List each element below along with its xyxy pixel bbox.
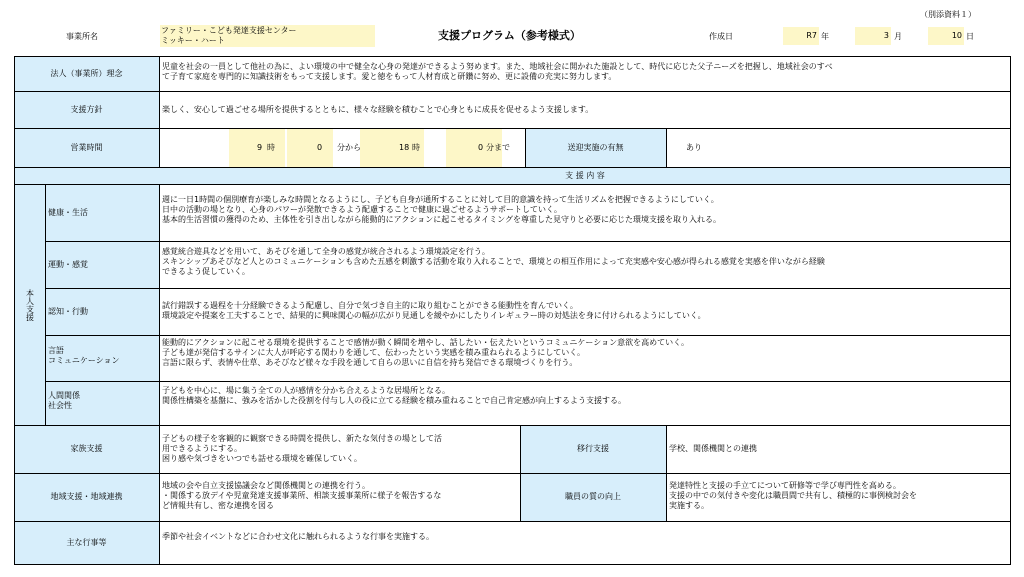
personal-support-label-wrap: [14, 184, 45, 425]
item-label-health: 健康・生活: [48, 207, 88, 217]
policy-text: 楽しく、安心して過ごせる場所を提供するとともに、様々な経験を積むことで心身ともに成長を促せるよう支援します。: [162, 104, 594, 114]
health-line: 基本的生活習慣の獲得のため、主体性を引き出しながら能動的にアクションに起こせるタイミングを尊重した見守りと必要に応じた環境支援を取り入れる。: [162, 215, 721, 224]
item-label-motor: 運動・感覚: [48, 259, 88, 269]
staff-line: 実施する。: [669, 501, 709, 510]
motor-line: 感覚統合遊具などを用いて、あそびを通して全身の感覚が統合されるよう環境設定を行う。: [162, 247, 490, 256]
start-min-value: 0: [317, 143, 323, 152]
events-text: 季節や社会イベントなどに合わせ文化に触れられるような行事を実施する。: [162, 532, 434, 541]
facility-name-field[interactable]: [160, 25, 375, 47]
philosophy-text: [162, 62, 833, 82]
until-label: 分まで: [486, 143, 510, 152]
policy-label: 支援方針: [70, 104, 103, 114]
attachment-label: （別添資料１）: [920, 10, 976, 19]
staff-line: 発達特性と支援の手立てについて研修等で学び専門性を高める。: [669, 481, 901, 490]
health-line: 日中の活動の場となり、心身のパワーが発散できるよう配慮することで健康に過ごせるようサポートしていく。: [162, 205, 562, 214]
staff-line: 支援の中での気付きや変化は職員間で共有し、積極的に事例検討会を: [669, 491, 917, 500]
support-program-table: [14, 56, 1011, 565]
language-label-line1: 言語: [48, 346, 64, 355]
family-support-label: 家族支援: [70, 444, 103, 453]
community-support-text: [162, 481, 441, 511]
facility-label: 事業所名: [66, 32, 98, 41]
motor-line: できるよう促していく。: [162, 267, 250, 276]
month-unit: 月: [894, 32, 902, 41]
language-label-line2: コミュニケーション: [48, 356, 120, 365]
start-hour-value: 9: [257, 143, 263, 152]
item-text-social: [162, 386, 626, 406]
community-support-label: 地域支援・地域連携: [50, 492, 123, 501]
item-text-cognition: [162, 301, 706, 321]
year-field[interactable]: R7: [783, 27, 819, 45]
transport-label: 送迎実施の有無: [567, 142, 624, 152]
facility-name-line2: ミッキー・ハート: [161, 36, 225, 45]
item-label-language: [48, 346, 120, 366]
social-label-line2: 社会性: [48, 401, 72, 410]
transition-support-label: 移行支援: [577, 444, 609, 453]
philosophy-line: て子育て家庭を専門的に知識技術をもって支援します。愛と徳をもって人材育成と研鑽に努め、更に設備の充実に努力します。: [162, 72, 617, 81]
staff-quality-label: 職員の質の向上: [565, 492, 621, 501]
start-min-field[interactable]: [287, 128, 333, 167]
content-header: 支 援 内 容: [565, 170, 605, 180]
cognition-line: 環境設定や提案を工夫することで、結果的に興味関心の幅が広がり見通しを緩やかにしたりイレギュラー時の対処法を身に付けられるようにしていく。: [162, 311, 706, 320]
start-hour-unit: 時: [267, 143, 275, 152]
philosophy-label: 法人（事業所）理念: [50, 68, 123, 78]
end-min-value: 0: [478, 143, 484, 152]
item-label-cognition: 認知・行動: [48, 306, 88, 316]
staff-quality-text: [669, 481, 917, 511]
language-line: 言語に限らず、表情や仕草、あそびなど様々な手段を通して自らの思いに自信を持ち発信できる環境づくりを行う。: [162, 358, 578, 367]
cognition-line: 試行錯誤する過程を十分経験できるよう配慮し、自分で気づき自主的に取り組むことができる能動性を育んでいく。: [162, 301, 578, 310]
day-field[interactable]: 10: [928, 27, 964, 45]
health-line: 週に一日1時間の個別療育が楽しみな時間となるようにし、子ども自身が通所することに対して目的意識を持って生活リズムを把握できるようにしていく。: [162, 195, 719, 204]
community-line: ど情報共有し、密な連携を図る: [162, 501, 274, 510]
item-text-motor: [162, 247, 825, 277]
community-line: ・関係する放デイや児童発達支援事業所、相談支援事業所に様子を報告するな: [162, 491, 442, 500]
events-label: 主な行事等: [66, 537, 107, 547]
hours-label: 営業時間: [70, 142, 103, 152]
created-date-label: 作成日: [709, 32, 733, 41]
philosophy-line: 児童を社会の一員として他社の為に、よい環境の中で健全な心身の発達ができるよう努めます。また、地域社会に開かれた施設として、時代に応じた父子ニーズを把握し、地域社会のすべ: [162, 62, 833, 71]
year-unit: 年: [821, 32, 829, 41]
family-line: 困り感や気づきをいつでも話せる環境を確保していく。: [162, 454, 362, 463]
item-label-social: [48, 391, 80, 411]
social-line: 関係性構築を基盤に、強みを活かした役割を付与し人の役に立てる経験を積み重ねることで自己肯定感が向上するよう支援する。: [162, 396, 626, 405]
end-hour-unit: 時: [412, 143, 420, 152]
family-line: 用できるようにする。: [162, 444, 242, 453]
day-unit: 日: [966, 32, 974, 41]
month-field[interactable]: 3: [855, 27, 891, 45]
document-title: 支援プログラム（参考様式）: [438, 29, 581, 42]
family-line: 子どもの様子を客観的に観察できる時間を提供し、新たな気付きの場として活: [162, 434, 442, 443]
language-line: 能動的にアクションに起こせる環境を提供することで感情が動く瞬間を増やし、話したい・伝えたいというコミュニケーション意欲を高めていく。: [162, 338, 689, 347]
personal-support-label: 本人支援: [25, 288, 35, 321]
family-support-text: [162, 434, 442, 464]
from-label: 分から: [337, 143, 361, 152]
social-label-line1: 人間関係: [48, 391, 80, 400]
facility-name-line1: ファミリー・こども発達支援センター: [161, 26, 297, 35]
language-line: 子ども達が発信するサインに大人が呼応する関わりを通して、伝わったという実感を積み重ねられるようにしていく。: [162, 348, 586, 357]
item-text-health: [162, 195, 721, 225]
social-line: 子どもを中心に、場に集う全ての人が感情を分かち合えるような居場所となる。: [162, 386, 450, 395]
transport-value: あり: [686, 142, 702, 152]
item-text-language: [162, 338, 689, 368]
end-hour-value: 18: [399, 143, 410, 152]
motor-line: スキンシップあそびなど人とのコミュニケーションも含めた五感を刺激する活動を取り入れることで、環境との相互作用によって充実感や安心感が得られる感覚を実感を伴いながら経験: [162, 257, 825, 266]
community-line: 地域の会や自立支援協議会など関係機関との連携を行う。: [162, 481, 370, 490]
transition-support-text: 学校、関係機関との連携: [669, 444, 757, 453]
